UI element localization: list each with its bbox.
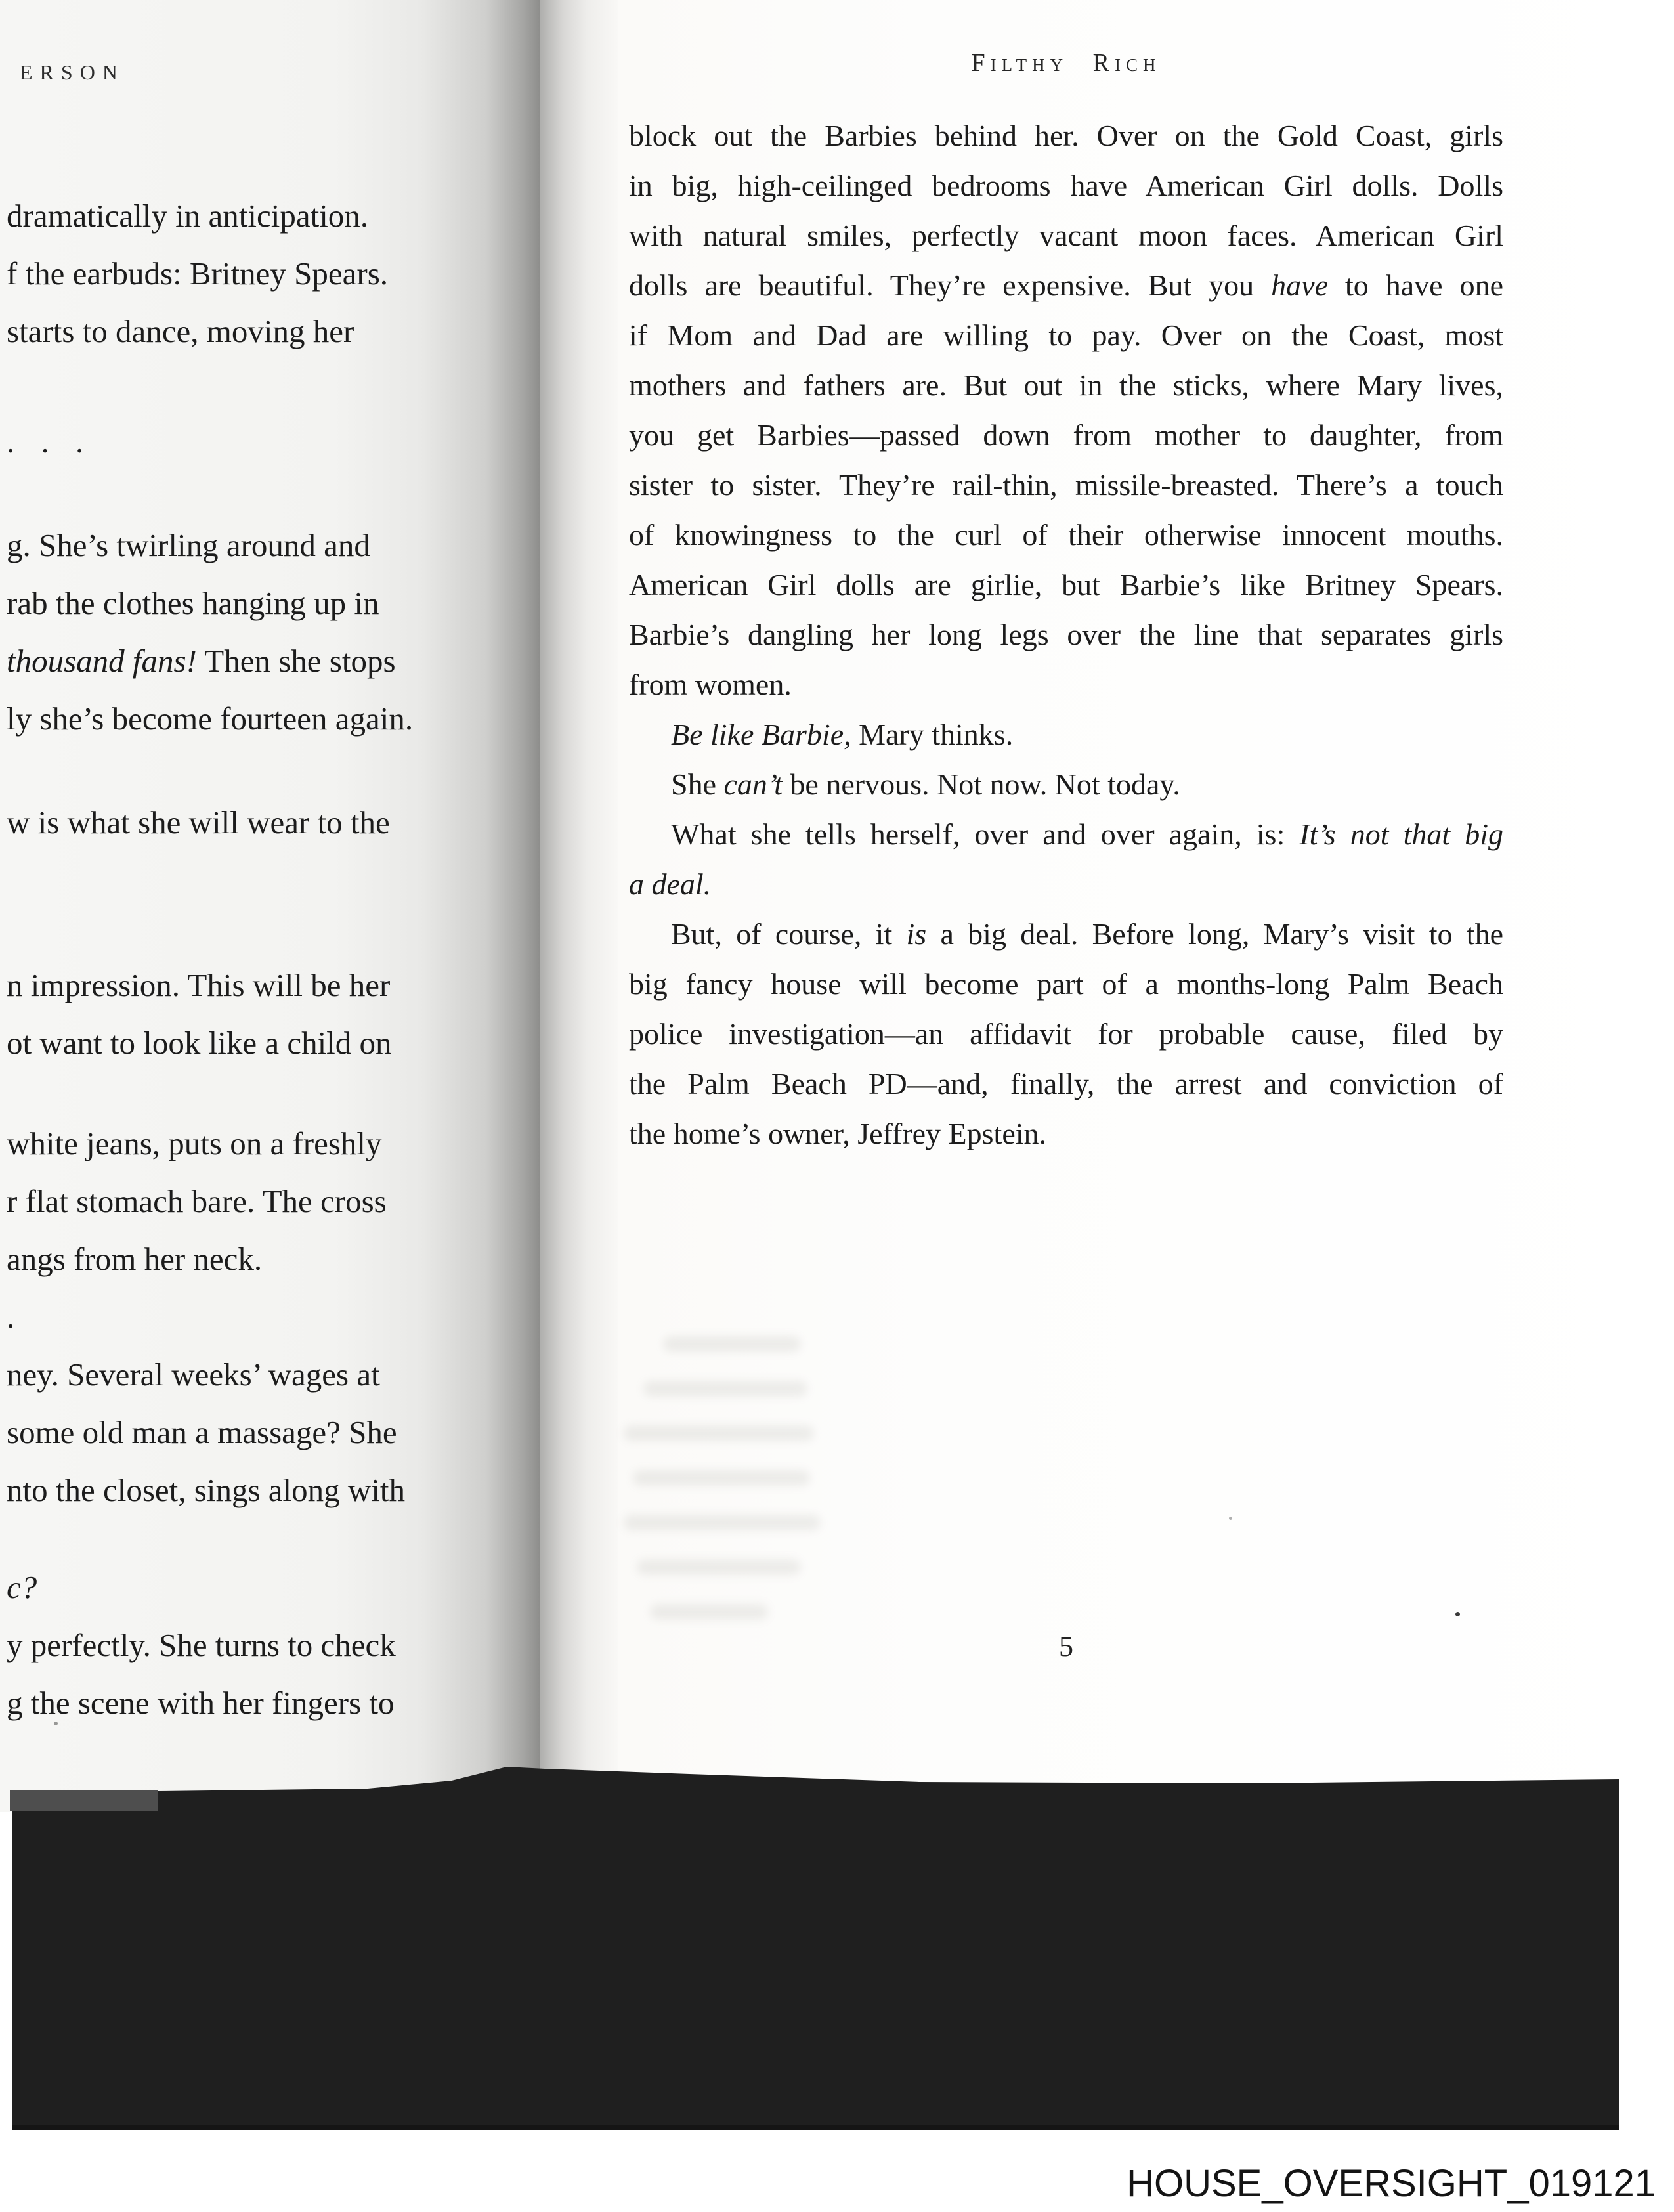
text-segment: What she tells herself, over and over again, is: (671, 817, 1300, 851)
text-segment: g. She’s twirling around and (7, 527, 370, 563)
oversight-bates-stamp: HOUSE_OVERSIGHT_019121 (1127, 2162, 1656, 2205)
italic-text-segment: It’s not that big (1299, 817, 1503, 851)
italic-text-segment: Be like Barbie, (671, 718, 851, 751)
text-segment: if Mom and Dad are willing to pay. Over on the Coast, most (629, 318, 1503, 352)
text-segment: mothers and fathers are. But out in the sticks, where Mary lives, (629, 368, 1503, 402)
text-segment: But, of course, it (671, 917, 907, 951)
italic-text-segment: have (1271, 269, 1328, 302)
text-segment: police investigation—an affidavit for probable cause, filed by (629, 1017, 1503, 1051)
black-bottom-edge-line (12, 2125, 1619, 2130)
text-segment: ney. Several weeks’ wages at (7, 1356, 380, 1393)
text-segment: ot want to look like a child on (7, 1025, 392, 1061)
text-segment: American Girl dolls are girlie, but Barbie’s like Britney Spears. (629, 568, 1503, 601)
text-segment: the Palm Beach PD—and, finally, the arrest and conviction of (629, 1067, 1503, 1100)
italic-text-segment: c? (7, 1569, 37, 1605)
text-segment: Barbie’s dangling her long legs over the line that separates girls (629, 618, 1503, 651)
text-segment: n impression. This will be her (7, 967, 391, 1003)
text-segment: dramatically in anticipation. (7, 198, 369, 234)
gray-scan-strip (10, 1790, 158, 1811)
text-segment: . (7, 1299, 15, 1335)
text-segment: She (671, 768, 724, 801)
text-segment: w is what she will wear to the (7, 804, 390, 840)
italic-text-segment: thousand fans! (7, 643, 197, 679)
italic-text-segment: can’t (723, 768, 783, 801)
text-segment: ly she’s become fourteen again. (7, 701, 414, 737)
text-segment: dolls are beautiful. They’re expensive. But you (629, 269, 1272, 302)
text-segment: nto the closet, sings along with (7, 1472, 405, 1508)
page-number: 5 (1059, 1630, 1073, 1662)
italic-text-segment: a deal. (629, 867, 712, 901)
text-segment: with natural smiles, perfectly vacant moon faces. American Girl (629, 219, 1503, 252)
text-segment: a big deal. Before long, Mary’s visit to the (926, 917, 1503, 951)
text-segment: white jeans, puts on a freshly (7, 1125, 382, 1161)
text-segment: be nervous. Not now. Not today. (782, 768, 1180, 801)
text-segment: block out the Barbies behind her. Over on the Gold Coast, girls (629, 119, 1503, 152)
text-segment: . . . (7, 423, 93, 460)
text-segment: angs from her neck. (7, 1241, 263, 1277)
text-segment: big fancy house will become part of a months-long Palm Beach (629, 967, 1503, 1001)
text-segment: you get Barbies—passed down from mother to daughter, from (629, 418, 1503, 452)
right-running-header: Filthy Rich (971, 49, 1161, 77)
text-segment: some old man a massage? She (7, 1414, 397, 1450)
text-segment: r flat stomach bare. The cross (7, 1183, 387, 1219)
text-segment: Mary thinks. (851, 718, 1014, 751)
text-segment: sister to sister. They’re rail-thin, missile-breasted. There’s a touch (629, 468, 1503, 502)
italic-text-segment: is (906, 917, 927, 951)
text-segment: to have one (1328, 269, 1503, 302)
text-segment: f the earbuds: Britney Spears. (7, 255, 389, 292)
redaction-black-region (12, 1767, 1619, 2129)
text-segment: g the scene with her fingers to (7, 1685, 395, 1721)
text-segment: of knowingness to the curl of their otherwise innocent mouths. (629, 518, 1503, 552)
text-segment: from women. (629, 668, 792, 701)
left-running-header: ERSON (20, 60, 125, 84)
text-segment: Then she stops (196, 643, 396, 679)
text-segment: the home’s owner, Jeffrey Epstein. (629, 1117, 1047, 1150)
text-segment: starts to dance, moving her (7, 313, 354, 349)
text-segment: in big, high-ceilinged bedrooms have American Girl dolls. Dolls (629, 169, 1503, 202)
text-segment: y perfectly. She turns to check (7, 1627, 396, 1663)
text-segment: rab the clothes hanging up in (7, 585, 379, 621)
